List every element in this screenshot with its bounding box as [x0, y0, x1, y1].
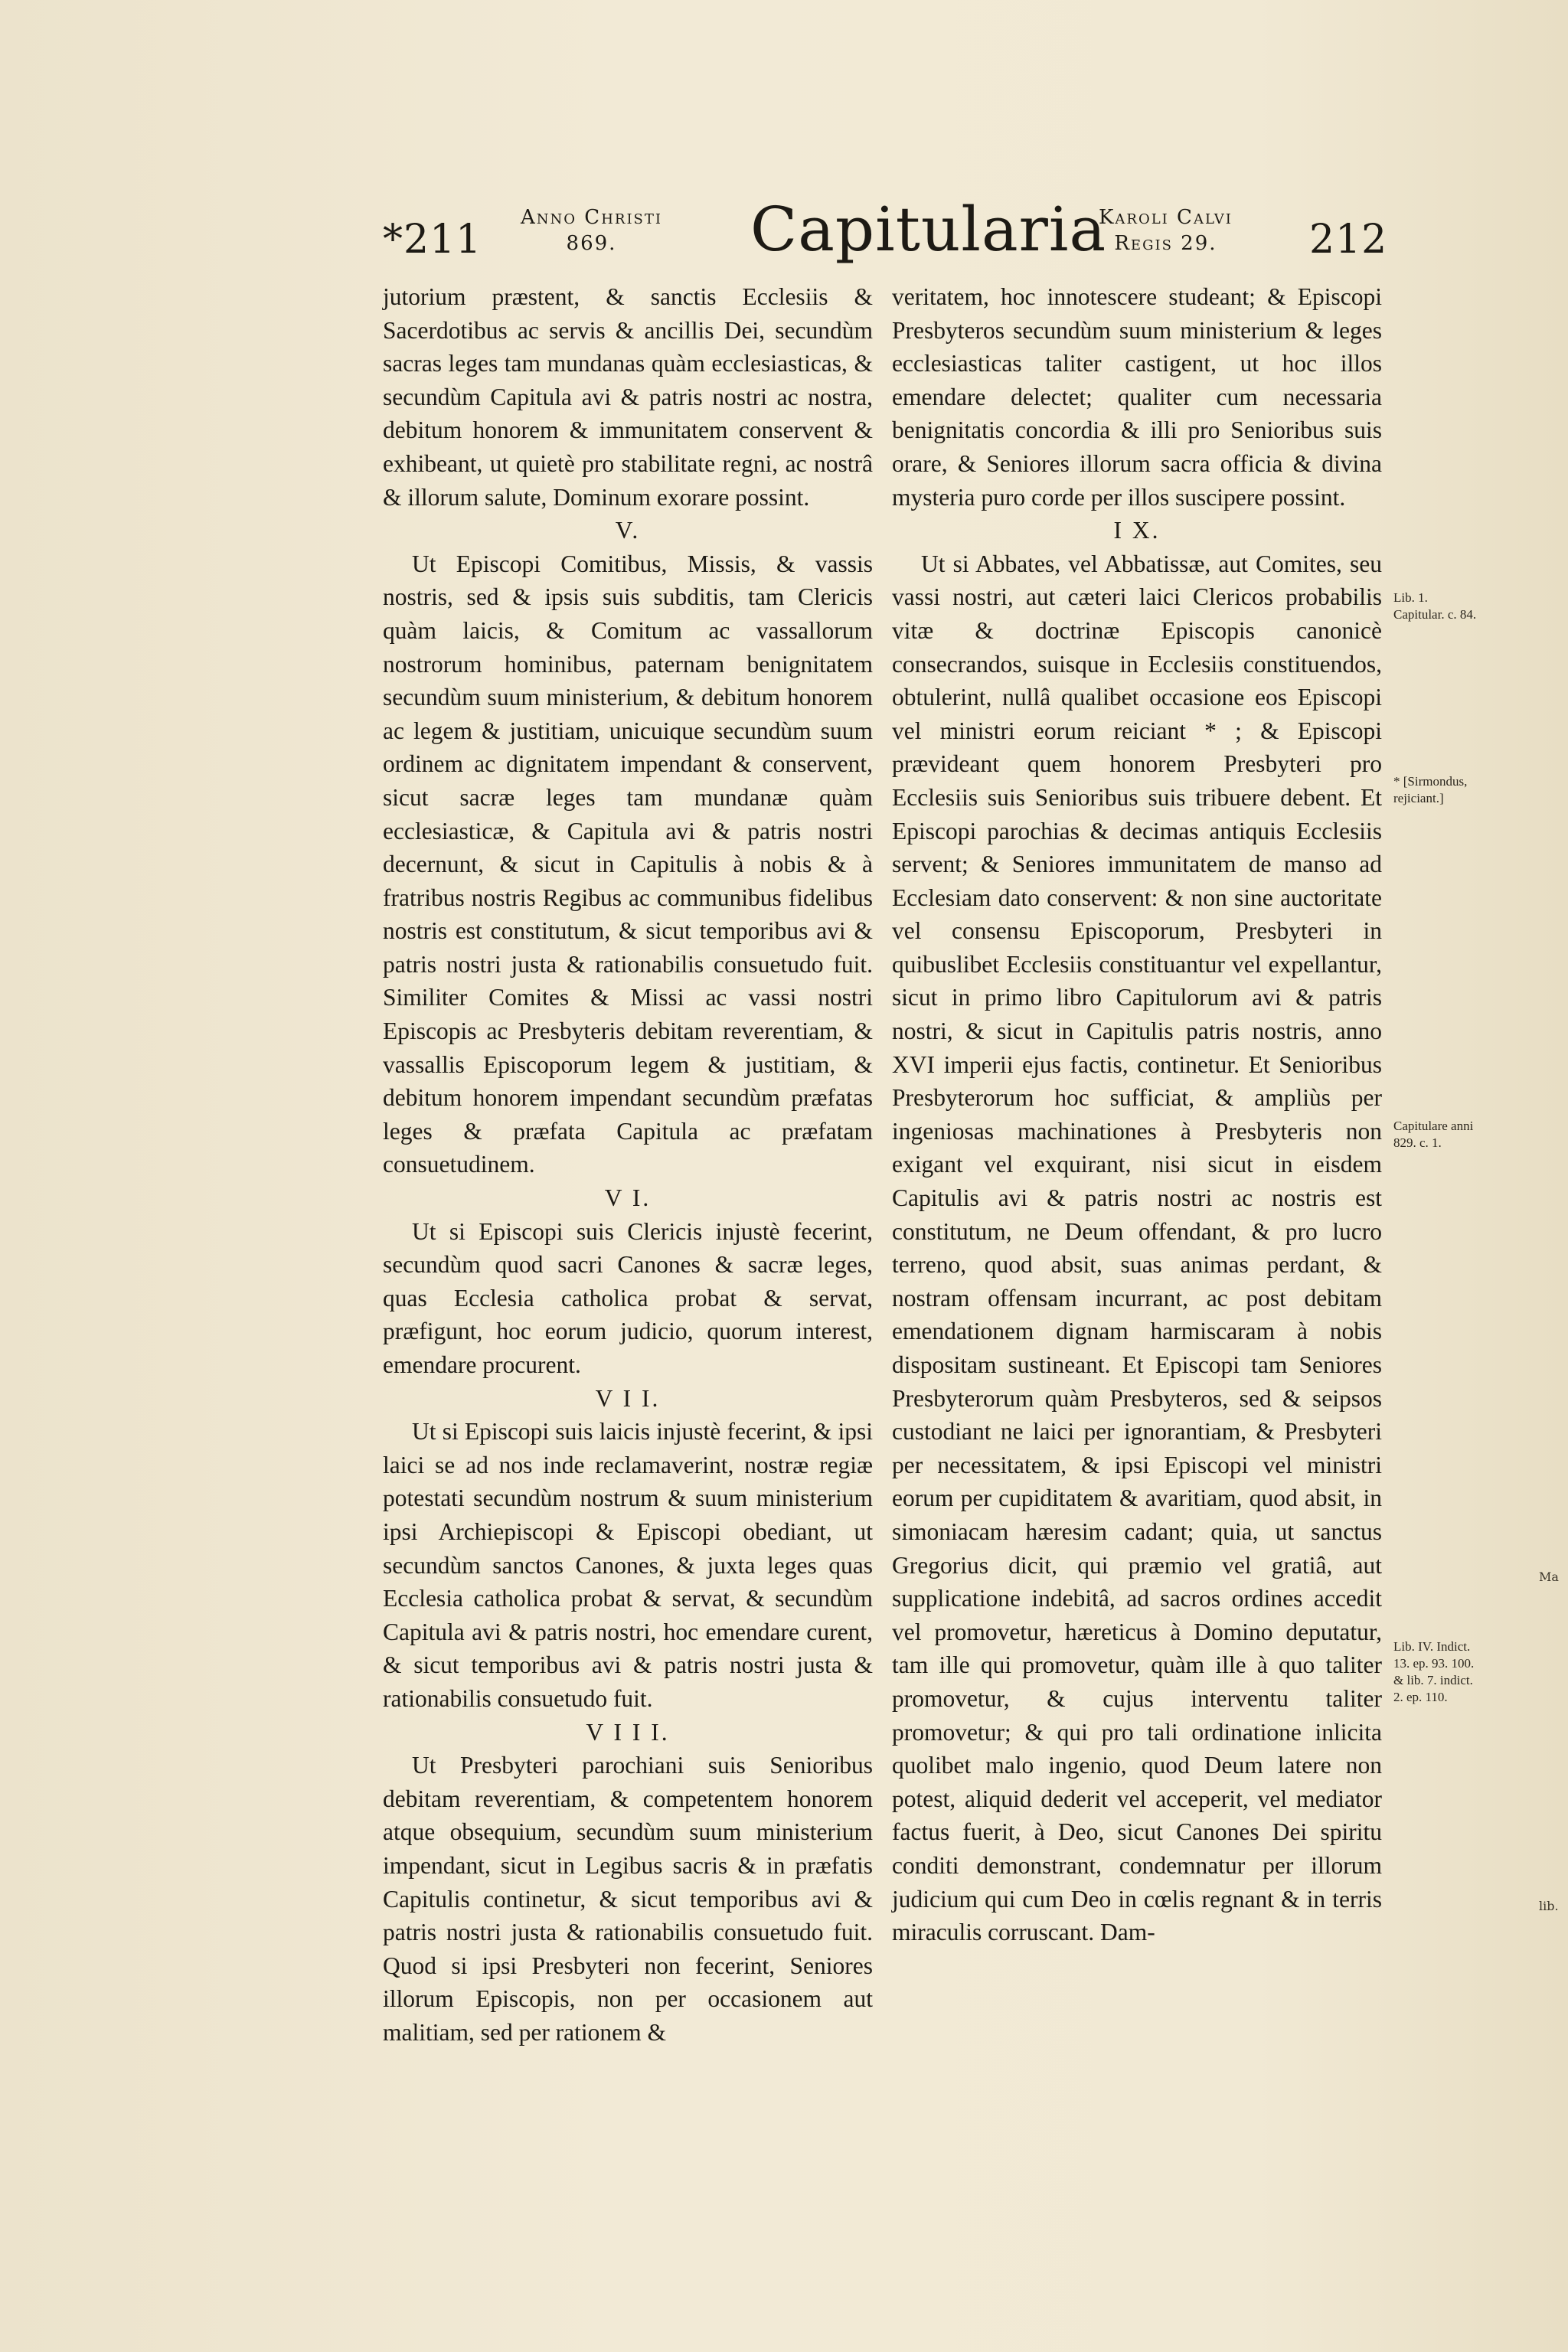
- section-heading-v: V.: [615, 517, 641, 544]
- running-head-year: [521, 204, 662, 256]
- page-header: [368, 195, 1409, 279]
- margin-note-gregory: Lib. IV. Indict. 13. ep. 93. 100. & lib. 7. indict. 2. ep. 110.: [1393, 1639, 1475, 1704]
- left-column: [383, 280, 873, 2049]
- paragraph-vii: Ut si Episcopi suis laicis injustè fecerint, & ipsi laici se ad nos inde reclamaverint, nostræ regiæ potestati secundùm nostrum & suum ministerium ipsi Archiepiscopi & Episcopi obediant, ut secundùm sanctos Canones, & juxta leges quas Ecclesia catholica probat & servat, & secundùm Capitula avi & patris nostri, hoc emendare curent, & sicut temporibus avi & patris nostri justa & rationabilis consuetudo fuit.: [383, 1418, 873, 1712]
- gutter-mark-top: Ma: [1539, 1570, 1559, 1584]
- running-head-title: Capitularia: [750, 194, 1107, 265]
- running-head-year-label: Anno Christi: [521, 206, 662, 229]
- paragraph-continued: jutorium præstent, & sanctis Ecclesiis & Sacerdotibus ac servis & ancillis Dei, secundùm sacras leges tam mundanas quàm ecclesiasticas, & secundùm Capitula avi & patris nostri ac nostra, debitum honorem & immunitatem conservent & exhibeant, ut quietè pro stabilitate regni, ac nostrâ & illorum salute, Dominum exorare possint.: [383, 283, 873, 511]
- margin-note-sirmond: * [Sirmondus, rejiciant.]: [1393, 774, 1468, 805]
- paragraph-continued: veritatem, hoc innotescere studeant; & Episcopi Presbyteros secundùm suum ministerium & leges ecclesiasticas taliter castigent, ut hoc illos emendare delectet; qualiter cum necessaria benignitatis concordia & illi pro Senioribus suis orare, & Seniores illorum sacra officia & divina mysteria puro corde per illos suscipere possint.: [892, 283, 1382, 511]
- margin-note-capitulare: Capitulare anni 829. c. 1.: [1393, 1119, 1474, 1150]
- section-heading-vi: V I.: [604, 1184, 652, 1212]
- running-head-year-value: 869.: [566, 232, 617, 255]
- running-head-regnal-year: Regis 29.: [1114, 232, 1217, 255]
- paragraph-vi: Ut si Episcopi suis Clericis injustè fecerint, secundùm quod sacri Canones & sacræ leges, quas Ecclesia catholica probat & servat, præfigunt, hoc eorum judicio, quorum interest, emendare procurent.: [383, 1217, 873, 1378]
- paragraph-v: Ut Episcopi Comitibus, Missis, & vassis nostris, sed & ipsis suis subditis, tam Clericis quàm laicis, & Comitum ac vassallorum nostrorum hominibus, paternam benignitatem secundùm suum ministerium, & debitum honorem ac legem & justitiam, unicuique secundùm suum ordinem ac dignitatem impendant & conservent, sicut sacræ leges tam mundanæ quàm ecclesiasticæ, & Capitula avi & patris nostri decernunt, & sicut in Capitulis à nobis & à fratribus nostris Regibus ac communibus fidelibus nostris est constitutum, & sicut temporibus avi & patris nostri justa & rationabilis consuetudo fuit. Similiter Comites & Missi ac vassi nostri Episcopis ac Presbyteris debitam reverentiam, & vassallis Episcoporum legem & justitiam, & debitum honorem impendant secundùm præfatas leges & præfata Capitula ac præfatam consuetudinem.: [383, 550, 873, 1178]
- section-heading-vii: V I I.: [595, 1384, 661, 1412]
- page-number-right: 212: [1309, 217, 1388, 263]
- running-head-king: Karoli Calvi: [1099, 206, 1233, 229]
- paragraph-viii: Ut Presbyteri parochiani suis Senioribus debitam reverentiam, & competentem honorem atque obsequium, secundùm suum ministerium impendant, sicut in Legibus sacris & in præfatis Capitulis continetur, & sicut temporibus avi & patris nostri justa & rationabilis consuetudo fuit. Quod si ipsi Presbyteri non fecerint, Seniores illorum Episcopis, non per occasionem aut malitiam, sed per rationem &: [383, 1752, 873, 2046]
- running-head-reign: [1099, 204, 1233, 256]
- section-heading-ix: I X.: [1113, 517, 1161, 544]
- paragraph-ix: Ut si Abbates, vel Abbatissæ, aut Comites, seu vassi nostri, aut cæteri laici Clericos probabilis vitæ & doctrinæ Episcopis canonicè consecrandos, suisque in Ecclesiis constituendos, obtulerint, nullâ qualibet occasione eos Episcopi vel ministri eorum reiciant * ; & Episcopi prævideant quem honorem Presbyteri pro Ecclesiis suis Senioribus suis tribuere debent. Et Episcopi parochias & decimas antiquis Ecclesiis servent; & Seniores immunitatem de manso ad Ecclesiam dato conservent: & non sine auctoritate vel consensu Episcoporum, Presbyteri in quibuslibet Ecclesiis constituantur vel expellantur, sicut in primo libro Capitulorum avi & patris nostri, & sicut in Capitulis patris nostris, anno XVI imperii ejus factis, continetur. Et Senioribus Presbyterorum hoc sufficiat, & ampliùs per ingeniosas machinationes à Presbyteris non exigant vel exquirant, nisi sicut in eisdem Capitulis avi & patris nostri ac nostris est constitutum, ne Deum offendant, & pro lucro terreno, quod absit, suas animas perdant, & nostram offensam incurrant, ac post debitam emendationem dignam harmiscaram à nobis dispositam sustineant. Et Episcopi tam Seniores Presbyterorum quàm Presbyteros, sed & seipsos custodiant ne laici per ignorantiam, & Presbyteri per necessitatem, & ipsi Episcopi vel ministri eorum per cupiditatem & avaritiam, quod absit, in simoniacam hæresim cadant; quia, ut sanctus Gregorius dicit, qui præmio vel gratiâ, aut supplicatione indebitâ, ad sacros ordines accedit vel promovetur, hæreticus à Domino deputatur, tam ille qui promovetur, quàm ille à quo taliter promovetur, & cujus interventu taliter promovetur; & qui pro tali ordinatione inlicita quolibet malo ingenio, quod Deum latere non potest, aliquid dederit vel acceperit, vel mediator factus fuerit, à Deo, sicut Canones Dei spiritu conditi demonstrant, condemnatur per illorum judicium qui cum Deo in cœlis regnant & in terris miraculis corruscant. Dam-: [892, 550, 1382, 1946]
- section-heading-viii: V I I I.: [586, 1718, 670, 1746]
- right-column: [892, 280, 1382, 1949]
- gutter-mark-bottom: lib.: [1539, 1899, 1559, 1913]
- margin-note-capitular: Lib. 1. Capitular. c. 84.: [1393, 590, 1477, 622]
- page-number-left: *211: [383, 217, 482, 263]
